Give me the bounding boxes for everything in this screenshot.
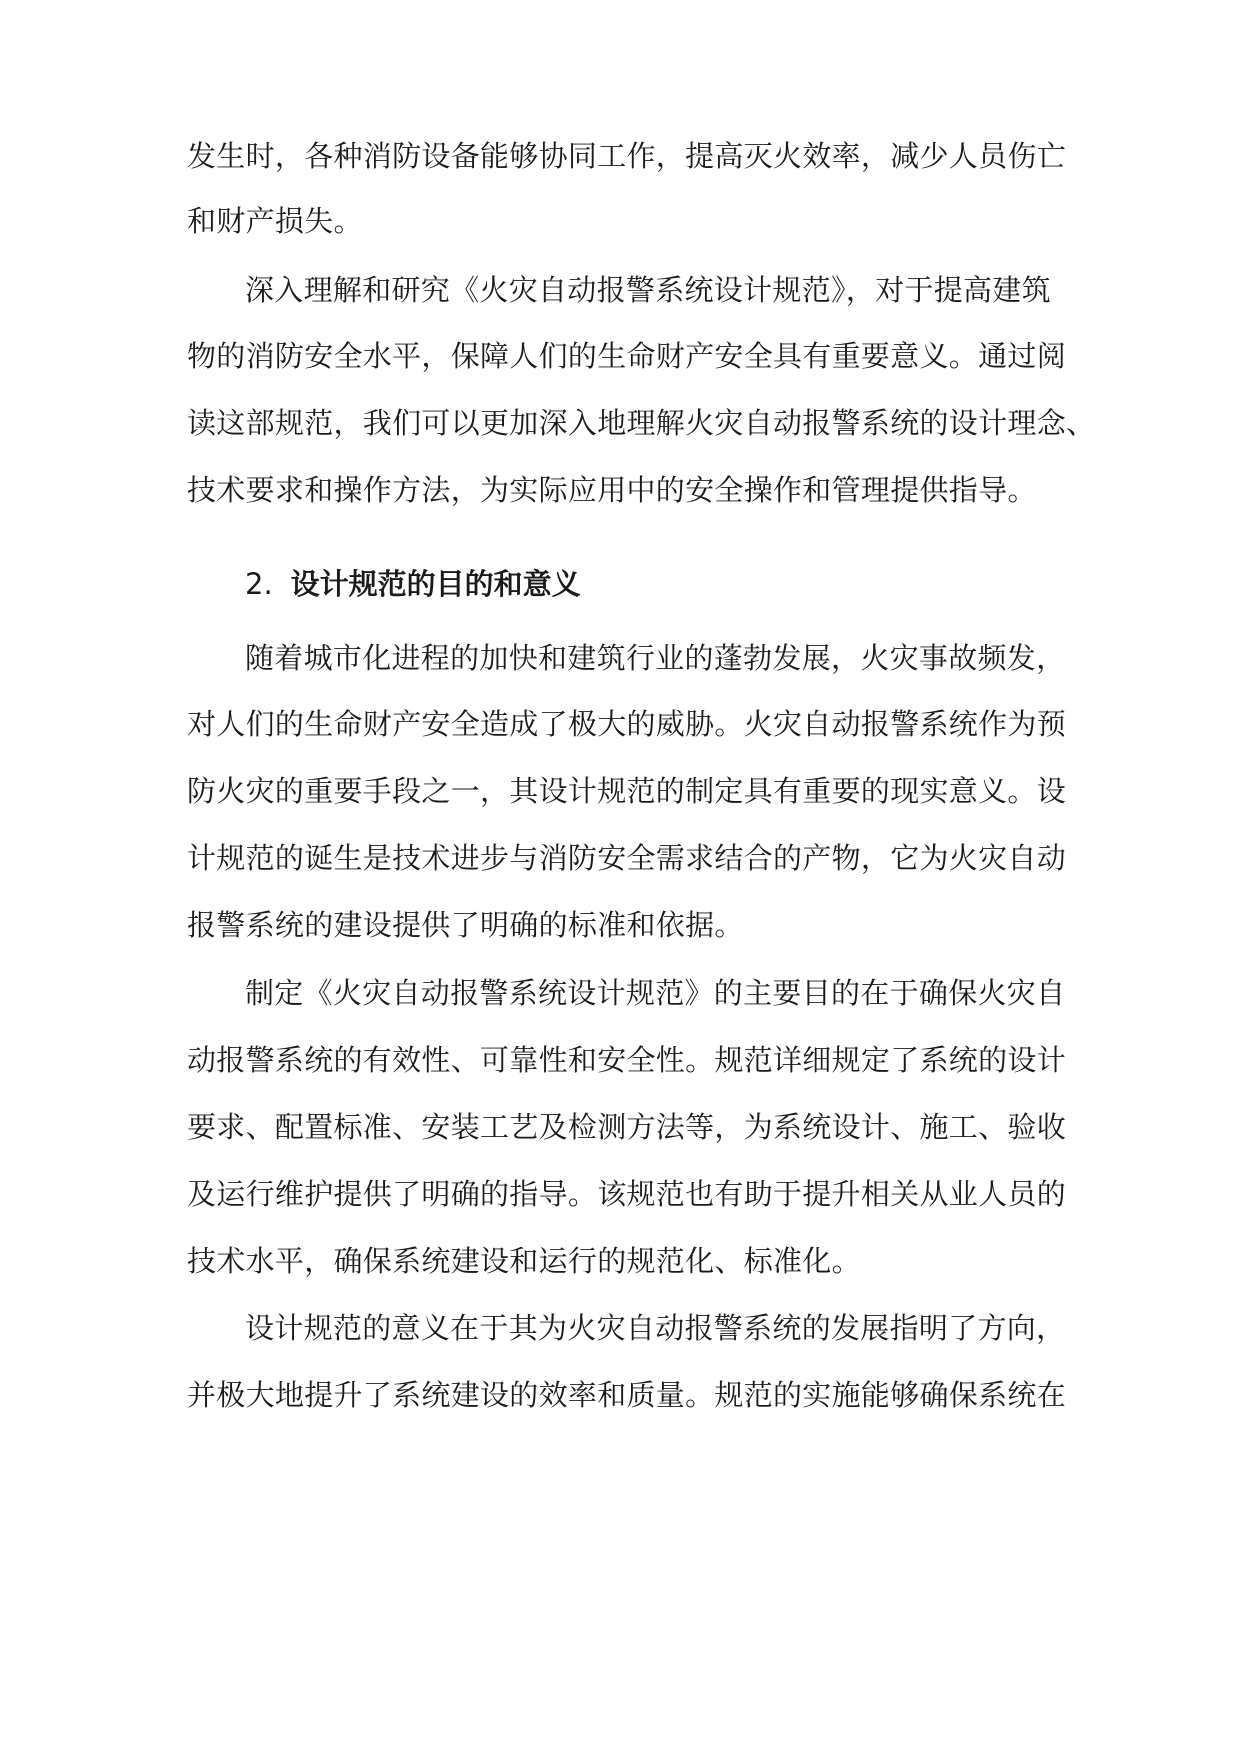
text-line: 制定《火灾自动报警系统设计规范》的主要目的在于确保火灾自 bbox=[245, 976, 1066, 1010]
section-heading bbox=[245, 564, 581, 604]
text-line: 技术要求和操作方法，为实际应用中的安全操作和管理提供指导。 bbox=[187, 473, 1037, 507]
text-line: 计规范的诞生是技术进步与消防安全需求结合的产物，它为火灾自动 bbox=[187, 841, 1067, 875]
text-line: 物的消防安全水平，保障人们的生命财产安全具有重要意义。通过阅 bbox=[187, 339, 1067, 373]
section-title: 设计规范的目的和意义 bbox=[290, 567, 581, 601]
text-line: 设计规范的意义在于其为火灾自动报警系统的发展指明了方向， bbox=[245, 1311, 1066, 1345]
text-line: 随着城市化进程的加快和建筑行业的蓬勃发展，火灾事故频发， bbox=[245, 641, 1066, 675]
text-line: 读这部规范，我们可以更加深入地理解火灾自动报警系统的设计理念、 bbox=[187, 406, 1096, 440]
text-line: 深入理解和研究《火灾自动报警系统设计规范》，对于提高建筑 bbox=[245, 273, 1051, 307]
text-line: 防火灾的重要手段之一，其设计规范的制定具有重要的现实意义。设 bbox=[187, 774, 1067, 808]
text-line: 并极大地提升了系统建设的效率和质量。规范的实施能够确保系统在 bbox=[187, 1378, 1067, 1412]
text-line: 及运行维护提供了明确的指导。该规范也有助于提升相关从业人员的 bbox=[187, 1177, 1067, 1211]
text-line: 对人们的生命财产安全造成了极大的威胁。火灾自动报警系统作为预 bbox=[187, 707, 1067, 741]
section-number: 2. bbox=[245, 567, 273, 601]
text-line: 和财产损失。 bbox=[187, 204, 363, 238]
text-line: 要求、配置标准、安装工艺及检测方法等，为系统设计、施工、验收 bbox=[187, 1110, 1067, 1144]
text-line: 发生时，各种消防设备能够协同工作，提高灭火效率，减少人员伤亡 bbox=[187, 139, 1067, 173]
text-line: 报警系统的建设提供了明确的标准和依据。 bbox=[187, 908, 744, 942]
text-line: 动报警系统的有效性、可靠性和安全性。规范详细规定了系统的设计 bbox=[187, 1043, 1067, 1077]
text-line: 技术水平，确保系统建设和运行的规范化、标准化。 bbox=[187, 1244, 861, 1278]
